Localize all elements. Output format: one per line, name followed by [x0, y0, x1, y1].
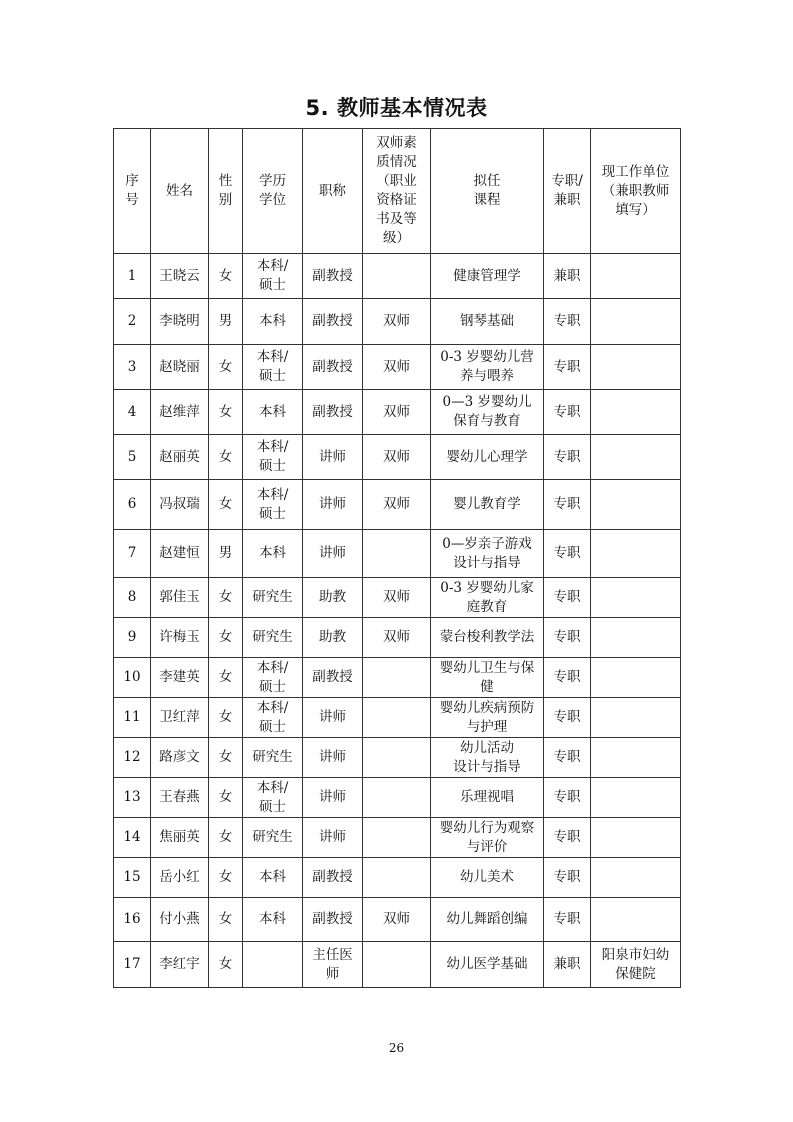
cell-name: 冯叔瑞: [151, 480, 209, 530]
table-row: [114, 858, 681, 898]
cell-course: 婴幼儿卫生与保 健: [431, 658, 544, 698]
cell-index: 11: [114, 698, 151, 738]
cell-employment: 专职: [544, 345, 591, 390]
cell-course: 钢琴基础: [431, 299, 544, 345]
table-body: [114, 254, 681, 988]
cell-course: 0-3 岁婴幼儿家 庭教育: [431, 578, 544, 618]
cell-education: 本科: [243, 299, 303, 345]
cell-dual-qualification: [363, 778, 431, 818]
cell-index: 4: [114, 390, 151, 435]
cell-course: 0—岁亲子游戏 设计与指导: [431, 530, 544, 578]
cell-gender: 女: [209, 818, 243, 858]
cell-name: 付小燕: [151, 898, 209, 942]
table-row: [114, 618, 681, 658]
table-row: [114, 578, 681, 618]
cell-name: 郭佳玉: [151, 578, 209, 618]
cell-title: 副教授: [303, 898, 363, 942]
table-row: [114, 738, 681, 778]
cell-name: 卫红萍: [151, 698, 209, 738]
cell-employment: 专职: [544, 738, 591, 778]
cell-workplace: [591, 778, 681, 818]
cell-dual-qualification: 双师: [363, 345, 431, 390]
cell-title: 副教授: [303, 299, 363, 345]
cell-education: 本科/ 硕士: [243, 345, 303, 390]
cell-course: 幼儿活动 设计与指导: [431, 738, 544, 778]
cell-title: 讲师: [303, 818, 363, 858]
table-row: [114, 299, 681, 345]
cell-gender: 女: [209, 898, 243, 942]
cell-workplace: [591, 818, 681, 858]
cell-course: 婴儿教育学: [431, 480, 544, 530]
cell-gender: 女: [209, 578, 243, 618]
table-row: [114, 390, 681, 435]
cell-gender: 女: [209, 942, 243, 988]
cell-index: 9: [114, 618, 151, 658]
cell-title: 讲师: [303, 698, 363, 738]
cell-education: 研究生: [243, 618, 303, 658]
cell-title: 助教: [303, 618, 363, 658]
cell-workplace: [591, 898, 681, 942]
cell-employment: 专职: [544, 818, 591, 858]
cell-gender: 女: [209, 254, 243, 299]
cell-index: 13: [114, 778, 151, 818]
table-row: [114, 898, 681, 942]
cell-title: 讲师: [303, 778, 363, 818]
cell-title: 讲师: [303, 435, 363, 480]
cell-course: 幼儿舞蹈创编: [431, 898, 544, 942]
cell-education: [243, 942, 303, 988]
cell-employment: 专职: [544, 858, 591, 898]
cell-workplace: [591, 698, 681, 738]
cell-gender: 女: [209, 738, 243, 778]
cell-title: 副教授: [303, 858, 363, 898]
cell-dual-qualification: [363, 818, 431, 858]
cell-course: 幼儿美术: [431, 858, 544, 898]
cell-employment: 专职: [544, 778, 591, 818]
cell-index: 16: [114, 898, 151, 942]
table-row: [114, 818, 681, 858]
header-employment: 专职/ 兼职: [544, 129, 591, 254]
cell-name: 李红宇: [151, 942, 209, 988]
header-index: 序 号: [114, 129, 151, 254]
cell-title: 副教授: [303, 345, 363, 390]
cell-dual-qualification: [363, 254, 431, 299]
cell-name: 路彦文: [151, 738, 209, 778]
cell-gender: 女: [209, 480, 243, 530]
cell-course: 0—3 岁婴幼儿 保育与教育: [431, 390, 544, 435]
header-dual-qualification: 双师素 质情况 （职业 资格证 书及等 级）: [363, 129, 431, 254]
cell-index: 10: [114, 658, 151, 698]
table-row: [114, 658, 681, 698]
cell-name: 王春燕: [151, 778, 209, 818]
cell-title: 讲师: [303, 480, 363, 530]
header-gender: 性 别: [209, 129, 243, 254]
cell-course: 幼儿医学基础: [431, 942, 544, 988]
cell-title: 副教授: [303, 390, 363, 435]
cell-course: 婴幼儿行为观察 与评价: [431, 818, 544, 858]
cell-index: 15: [114, 858, 151, 898]
cell-employment: 专职: [544, 299, 591, 345]
cell-course: 蒙台梭利教学法: [431, 618, 544, 658]
cell-dual-qualification: [363, 738, 431, 778]
cell-dual-qualification: 双师: [363, 299, 431, 345]
cell-name: 赵晓丽: [151, 345, 209, 390]
header-title: 职称: [303, 129, 363, 254]
header-education: 学历 学位: [243, 129, 303, 254]
cell-title: 助教: [303, 578, 363, 618]
cell-gender: 男: [209, 299, 243, 345]
teacher-table: [113, 128, 681, 988]
cell-employment: 专职: [544, 698, 591, 738]
cell-course: 婴幼儿疾病预防 与护理: [431, 698, 544, 738]
cell-index: 5: [114, 435, 151, 480]
cell-education: 本科: [243, 858, 303, 898]
cell-course: 0-3 岁婴幼儿营 养与喂养: [431, 345, 544, 390]
cell-employment: 专职: [544, 618, 591, 658]
cell-gender: 男: [209, 530, 243, 578]
cell-workplace: [591, 618, 681, 658]
cell-index: 14: [114, 818, 151, 858]
cell-education: 本科: [243, 898, 303, 942]
cell-workplace: [591, 858, 681, 898]
cell-education: 本科/ 硕士: [243, 778, 303, 818]
table-row: [114, 345, 681, 390]
cell-name: 王晓云: [151, 254, 209, 299]
cell-gender: 女: [209, 698, 243, 738]
cell-workplace: [591, 299, 681, 345]
cell-workplace: [591, 530, 681, 578]
cell-name: 焦丽英: [151, 818, 209, 858]
cell-workplace: [591, 390, 681, 435]
cell-education: 本科/ 硕士: [243, 480, 303, 530]
cell-education: 本科/ 硕士: [243, 698, 303, 738]
cell-index: 3: [114, 345, 151, 390]
cell-employment: 专职: [544, 480, 591, 530]
cell-employment: 兼职: [544, 942, 591, 988]
cell-title: 副教授: [303, 254, 363, 299]
cell-title: 主任医 师: [303, 942, 363, 988]
cell-education: 研究生: [243, 818, 303, 858]
cell-workplace: [591, 254, 681, 299]
cell-dual-qualification: 双师: [363, 480, 431, 530]
header-name: 姓名: [151, 129, 209, 254]
table-row: [114, 480, 681, 530]
header-workplace: 现工作单位 （兼职教师 填写）: [591, 129, 681, 254]
cell-workplace: [591, 345, 681, 390]
cell-education: 本科: [243, 390, 303, 435]
table-row: [114, 778, 681, 818]
cell-course: 乐理视唱: [431, 778, 544, 818]
page-number: 26: [388, 1041, 405, 1055]
cell-dual-qualification: 双师: [363, 898, 431, 942]
cell-dual-qualification: [363, 858, 431, 898]
cell-index: 8: [114, 578, 151, 618]
cell-gender: 女: [209, 618, 243, 658]
cell-dual-qualification: 双师: [363, 435, 431, 480]
cell-education: 本科/ 硕士: [243, 658, 303, 698]
cell-title: 副教授: [303, 658, 363, 698]
cell-gender: 女: [209, 778, 243, 818]
cell-workplace: [591, 435, 681, 480]
cell-gender: 女: [209, 345, 243, 390]
cell-employment: 专职: [544, 530, 591, 578]
cell-education: 本科: [243, 530, 303, 578]
table-row: [114, 698, 681, 738]
cell-workplace: [591, 578, 681, 618]
table-row: [114, 435, 681, 480]
cell-name: 许梅玉: [151, 618, 209, 658]
cell-name: 李晓明: [151, 299, 209, 345]
cell-dual-qualification: [363, 942, 431, 988]
cell-workplace: [591, 480, 681, 530]
cell-gender: 女: [209, 390, 243, 435]
cell-course: 婴幼儿心理学: [431, 435, 544, 480]
cell-index: 1: [114, 254, 151, 299]
cell-index: 2: [114, 299, 151, 345]
cell-dual-qualification: [363, 658, 431, 698]
cell-name: 赵维萍: [151, 390, 209, 435]
table-row: [114, 530, 681, 578]
cell-gender: 女: [209, 435, 243, 480]
cell-education: 本科/ 硕士: [243, 435, 303, 480]
cell-dual-qualification: [363, 698, 431, 738]
cell-title: 讲师: [303, 738, 363, 778]
cell-gender: 女: [209, 858, 243, 898]
cell-workplace: [591, 658, 681, 698]
cell-education: 研究生: [243, 738, 303, 778]
cell-employment: 专职: [544, 898, 591, 942]
cell-dual-qualification: 双师: [363, 618, 431, 658]
cell-index: 12: [114, 738, 151, 778]
cell-index: 6: [114, 480, 151, 530]
cell-course: 健康管理学: [431, 254, 544, 299]
cell-name: 岳小红: [151, 858, 209, 898]
cell-employment: 兼职: [544, 254, 591, 299]
cell-name: 李建英: [151, 658, 209, 698]
cell-dual-qualification: 双师: [363, 390, 431, 435]
cell-employment: 专职: [544, 578, 591, 618]
cell-dual-qualification: [363, 530, 431, 578]
cell-index: 7: [114, 530, 151, 578]
cell-workplace: 阳泉市妇幼 保健院: [591, 942, 681, 988]
table-header-row: [114, 129, 681, 254]
cell-title: 讲师: [303, 530, 363, 578]
cell-name: 赵丽英: [151, 435, 209, 480]
cell-name: 赵建恒: [151, 530, 209, 578]
cell-education: 研究生: [243, 578, 303, 618]
cell-employment: 专职: [544, 390, 591, 435]
cell-dual-qualification: 双师: [363, 578, 431, 618]
cell-employment: 专职: [544, 435, 591, 480]
cell-index: 17: [114, 942, 151, 988]
table-row: [114, 942, 681, 988]
cell-employment: 专职: [544, 658, 591, 698]
cell-education: 本科/ 硕士: [243, 254, 303, 299]
cell-gender: 女: [209, 658, 243, 698]
header-course: 拟任 课程: [431, 129, 544, 254]
table-row: [114, 254, 681, 299]
page-title: 5. 教师基本情况表: [305, 96, 488, 120]
cell-workplace: [591, 738, 681, 778]
